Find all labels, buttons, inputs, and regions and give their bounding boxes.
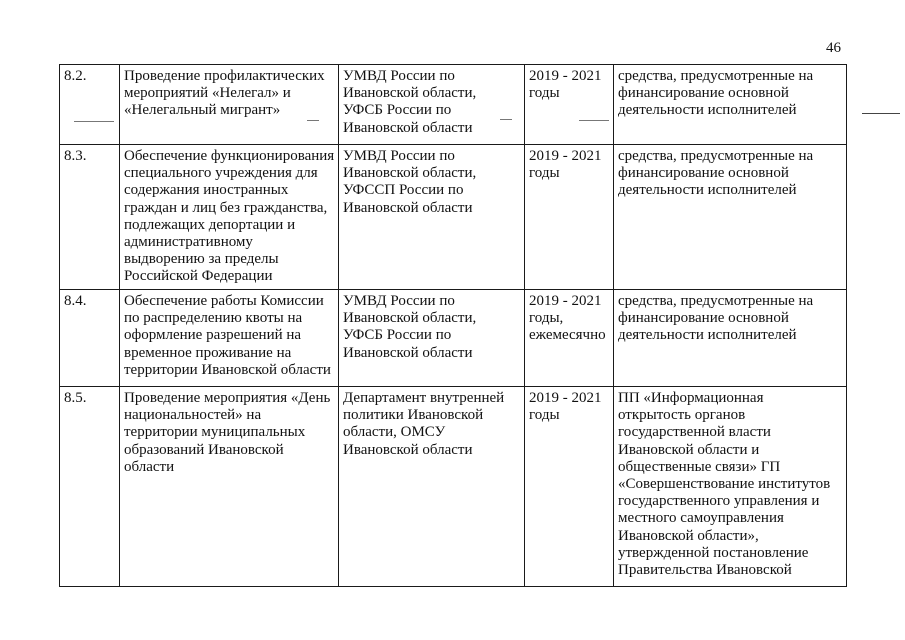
event-cell: Обеспечение работы Комиссии по распределению квоты на оформление разрешений на временное проживание на территории Ивановской области: [120, 290, 339, 387]
funding-cell: ПП «Информационная открытость органов государственной власти Ивановской области и общественные связи» ГП «Совершенствование институтов государственного управления и местного самоуправления Ивановской области», утвержденной постановление Правительства Ивановской: [614, 387, 847, 587]
term-cell: 2019 - 2021 годы: [525, 65, 614, 145]
executor-cell: УМВД России по Ивановской области, УФСБ России по Ивановской области: [339, 65, 525, 145]
table-row: [60, 387, 847, 587]
term-cell: 2019 - 2021 годы, ежемесячно: [525, 290, 614, 387]
executor-cell: УМВД России по Ивановской области, УФССП России по Ивановской области: [339, 145, 525, 290]
term-cell: 2019 - 2021 годы: [525, 387, 614, 587]
term-cell: 2019 - 2021 годы: [525, 145, 614, 290]
scan-artifact-line: [500, 119, 512, 120]
funding-cell: средства, предусмотренные на финансирование основной деятельности исполнителей: [614, 65, 847, 145]
scan-artifact-line: [307, 120, 319, 121]
page-number: 46: [826, 40, 841, 56]
item-number-cell: 8.3.: [60, 145, 120, 290]
item-number-cell: 8.5.: [60, 387, 120, 587]
funding-cell: средства, предусмотренные на финансирование основной деятельности исполнителей: [614, 290, 847, 387]
scan-artifact-line: [74, 121, 114, 122]
executor-cell: Департамент внутренней политики Ивановской области, ОМСУ Ивановской области: [339, 387, 525, 587]
event-cell: Обеспечение функционирования специального учреждения для содержания иностранных граждан и лиц без гражданства, подлежащих депортации и административному выдворению за пределы Российской Федерации: [120, 145, 339, 290]
scan-artifact-line: [862, 113, 900, 114]
item-number-cell: 8.4.: [60, 290, 120, 387]
table-row: [60, 145, 847, 290]
measures-table: [59, 64, 847, 587]
scan-artifact-line: [579, 120, 609, 121]
table-row: [60, 290, 847, 387]
event-cell: Проведение профилактических мероприятий «Нелегал» и «Нелегальный мигрант»: [120, 65, 339, 145]
item-number-cell: 8.2.: [60, 65, 120, 145]
table-row: [60, 65, 847, 145]
executor-cell: УМВД России по Ивановской области, УФСБ России по Ивановской области: [339, 290, 525, 387]
event-cell: Проведение мероприятия «День национальностей» на территории муниципальных образований Ивановской области: [120, 387, 339, 587]
funding-cell: средства, предусмотренные на финансирование основной деятельности исполнителей: [614, 145, 847, 290]
